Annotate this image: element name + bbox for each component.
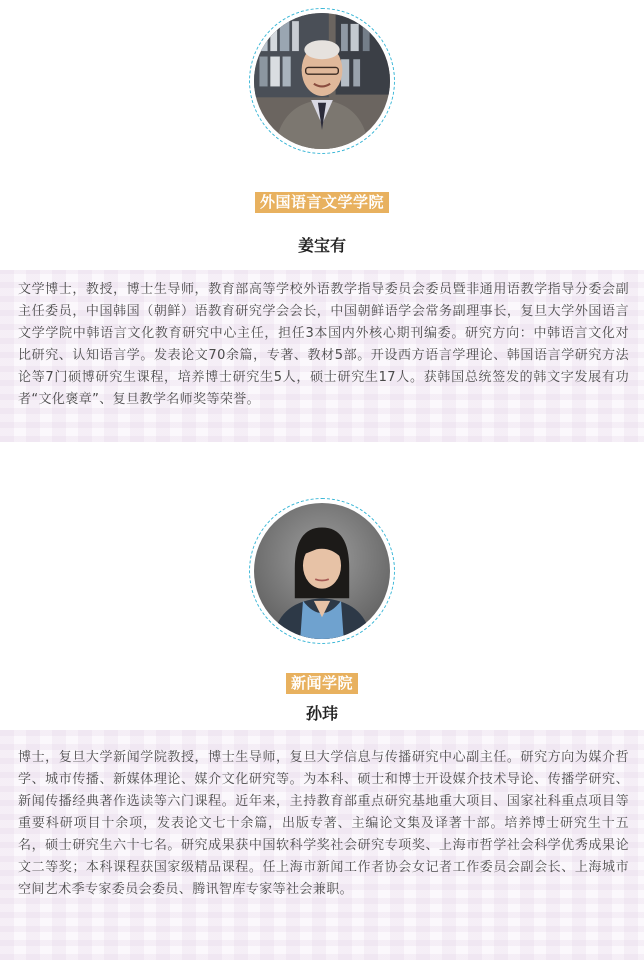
avatar-ring xyxy=(249,498,395,644)
avatar-photo-man xyxy=(254,13,390,149)
avatar-photo-woman xyxy=(254,503,390,639)
department-tag xyxy=(0,192,644,213)
bio-text: 文学博士，教授，博士生导师，教育部高等学校外语教学指导委员会委员暨非通用语教学指导分委会副主任委员，中国韩国（朝鲜）语教育研究学会会长，中国朝鲜语学会常务副理事长，复旦大学外国语言文学学院中韩语言文化教育研究中心主任，担任3本国内外核心期刊编委。研究方向：中韩语言文化对比研究、认知语言学。发表论文70余篇，专著、教材5部。开设西方语言学理论、韩国语言学研究方法论等7门硕博研究生课程，培养博士研究生5人，硕士研究生17人。获韩国总统签发的韩文字发展有功者“文化褒章”、复旦教学名师奖等荣誉。 xyxy=(18,282,629,407)
bio-panel xyxy=(0,270,644,442)
department-label: 新闻学院 xyxy=(286,673,358,694)
bio-text: 博士，复旦大学新闻学院教授，博士生导师，复旦大学信息与传播研究中心副主任。研究方向为媒介哲学、城市传播、新媒体理论、媒介文化研究等。为本科、硕士和博士开设媒介技术导论、传播学研究、新闻传播经典著作选读等六门课程。近年来，主持教育部重点研究基地重大项目、国家社科重点项目等重要科研项目十余项，发表论文七十余篇，出版专著、主编论文集及译著十部。培养博士研究生十五名，硕士研究生六十七名。研究成果获中国软科学奖社会研究专项奖、上海市哲学社会科学优秀成果论文二等奖；本科课程获国家级精品课程。任上海市新闻工作者协会女记者工作委员会副会长、上海城市空间艺术季专家委员会委员、腾讯智库专家等社会兼职。 xyxy=(18,750,629,897)
bio-panel xyxy=(0,730,644,960)
department-label: 外国语言文学学院 xyxy=(255,192,389,213)
department-tag xyxy=(0,673,644,694)
person-name: 姜宝有 xyxy=(297,236,346,255)
person-name: 孙玮 xyxy=(305,704,338,723)
avatar-ring xyxy=(249,8,395,154)
